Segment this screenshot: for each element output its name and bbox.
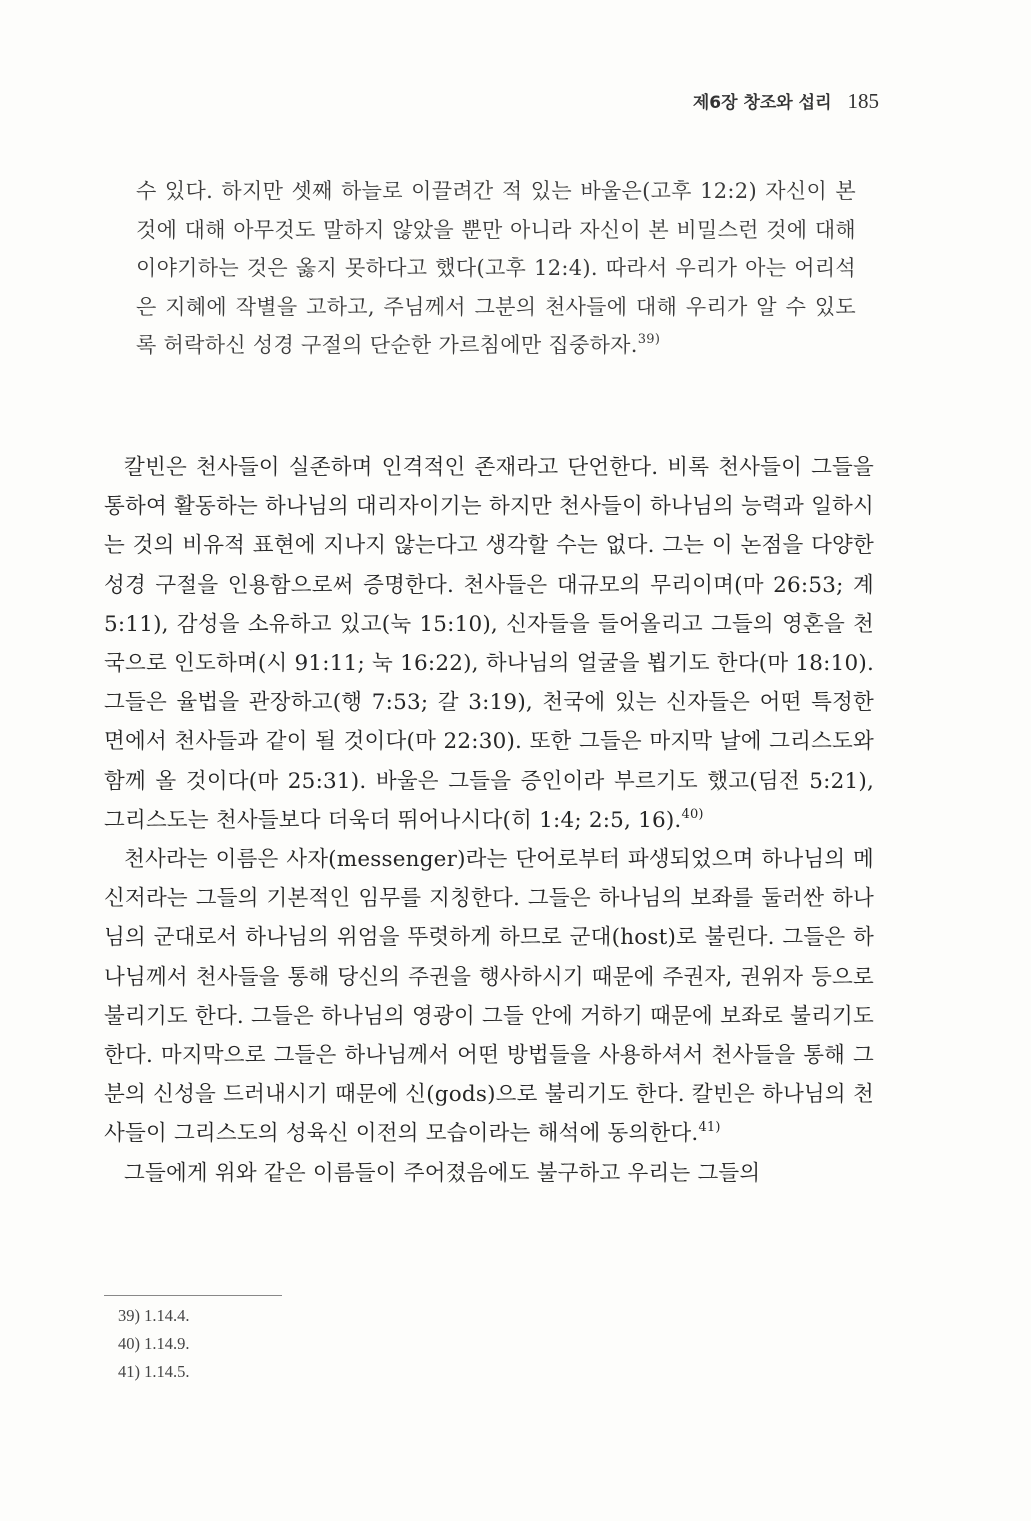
quote-text: 수 있다. 하지만 셋째 하늘로 이끌려간 적 있는 바울은(고후 12:2) 자신이 본 것에 대해 아무것도 말하지 않았을 뿐만 아니라 자신이 본 비밀스런 것에 대해 이야기하는 것은 옳지 못하다고 했다(고후 12:4). 따라서 우리가 아는 어리석은 지혜에 작별을 고하고, 주님께서 그분의 천사들에 대해 우리가 알 수 있도록 허락하신 성경 구절의 단순한 가르침에만 집중하자. [136,179,856,357]
footnote-divider [104,1295,282,1296]
footnotes [118,1302,190,1386]
footnote: 41) 1.14.5. [118,1362,190,1381]
footnote-ref: 39) [637,332,661,347]
chapter-title: 제6장 창조와 섭리 [692,93,832,113]
paragraph-text: 그들에게 위와 같은 이름들이 주어졌음에도 불구하고 우리는 그들의 [124,1160,761,1186]
running-head [693,88,879,114]
footnote: 40) 1.14.9. [118,1334,190,1353]
paragraph [104,840,874,1154]
paragraph-text: 칼빈은 천사들이 실존하며 인격적인 존재라고 단언한다. 비록 천사들이 그들을 통하여 활동하는 하나님의 대리자이기는 하지만 천사들이 하나님의 능력과 일하시는 것의 비유적 표현에 지나지 않는다고 생각할 수는 없다. 그는 이 논점을 다양한 성경 구절을 인용함으로써 증명한다. 천사들은 대규모의 무리이며(마 26:53; 계 5:11), 감성을 소유하고 있고(눅 15:10), 신자들을 들어올리고 그들의 영혼을 천국으로 인도하며(시 91:11; 눅 16:22), 하나님의 얼굴을 뵙기도 한다(마 18:10). 그들은 율법을 관장하고(행 7:53; 갈 3:19), 천국에 있는 신자들은 어떤 특정한 면에서 천사들과 같이 될 것이다(마 22:30). 또한 그들은 마지막 날에 그리스도와 함께 올 것이다(마 25:31). 바울은 그들을 증인이라 부르기도 했고(딤전 5:21), 그리스도는 천사들보다 더욱더 뛰어나시다(히 1:4; 2:5, 16). [104,455,874,833]
paragraph [104,448,874,840]
paragraph-text: 천사라는 이름은 사자(messenger)라는 단어로부터 파생되었으며 하나님의 메신저라는 그들의 기본적인 임무를 지칭한다. 그들은 하나님의 보좌를 둘러싼 하나님의 군대로서 하나님의 위엄을 뚜렷하게 하므로 군대(host)로 불린다. 그들은 하나님께서 천사들을 통해 당신의 주권을 행사하시기 때문에 주권자, 권위자 등으로 불리기도 한다. 그들은 하나님의 영광이 그들 안에 거하기 때문에 보좌로 불리기도 한다. 마지막으로 그들은 하나님께서 어떤 방법들을 사용하셔서 천사들을 통해 그분의 신성을 드러내시기 때문에 신(gods)으로 불리기도 한다. 칼빈은 하나님의 천사들이 그리스도의 성육신 이전의 모습이라는 해석에 동의한다. [104,847,874,1147]
block-quote [136,172,856,365]
paragraph [104,1154,874,1193]
page-number: 185 [847,89,879,113]
footnote-ref: 41) [698,1120,721,1136]
footnote-ref: 40) [681,806,704,822]
footnote: 39) 1.14.4. [118,1306,190,1325]
body-text [104,448,874,1193]
